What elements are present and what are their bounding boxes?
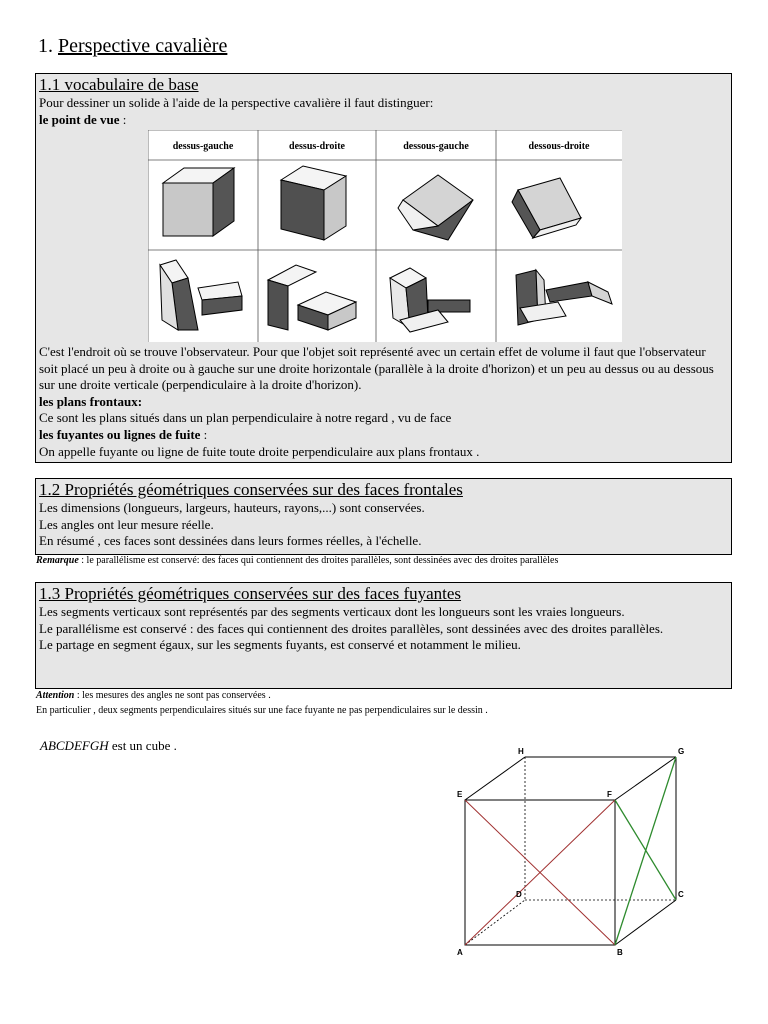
cube-dessous-gauche: [398, 175, 473, 240]
label-D: D: [516, 890, 522, 899]
property-line: Les angles ont leur mesure réelle.: [39, 516, 214, 532]
label-F: F: [607, 790, 612, 799]
views-grid: [148, 130, 622, 342]
section-faces-frontales: [35, 478, 732, 555]
label-H: H: [518, 747, 524, 756]
section-heading: 1.3 Propriétés géométriques conservées sur des faces fuyantes: [39, 584, 462, 603]
edge-FG: [615, 757, 676, 800]
fuyantes-line: [39, 427, 725, 444]
label-G: G: [678, 747, 685, 756]
cube-name: ABCDEFGH: [40, 738, 109, 753]
remarque-text: : le parallélisme est conservé: des faces qui contiennent des droites parallèles, sont dessinées avec des droites parallèles: [78, 555, 559, 566]
fuyantes-text: On appelle fuyante ou ligne de fuite toute droite perpendiculaire aux plans frontaux .: [39, 443, 480, 459]
edge-EH: [465, 757, 525, 800]
title-number: 1.: [38, 35, 53, 57]
view-header-1: dessus-gauche: [172, 141, 234, 152]
property-line: Les segments verticaux sont représentés par des segments verticaux dont les longueurs sont les vraies longueurs.: [39, 604, 625, 619]
shape-dessus-gauche: [160, 260, 242, 330]
edge-BC: [615, 900, 676, 945]
shape-dessus-droite: [268, 265, 356, 330]
attention-label: Attention: [36, 690, 75, 701]
property-line: Le parallélisme est conservé : des faces qui contiennent des droites parallèles, sont dessinées avec des droites parallèles.: [39, 620, 664, 636]
fuyantes-colon: :: [200, 426, 208, 442]
page-title: [38, 34, 227, 58]
point-de-vue-label: le point de vue: [39, 111, 120, 127]
point-de-vue-colon: :: [119, 111, 127, 127]
section-faces-fuyantes: [35, 582, 732, 689]
plans-frontaux-label: les plans frontaux:: [39, 393, 143, 409]
property-line: En résumé , ces faces sont dessinées dans leurs formes réelles, à l'échelle.: [39, 533, 422, 549]
cube-caption: [40, 738, 177, 754]
shape-dessous-droite: [516, 270, 612, 325]
property-line: Les dimensions (longueurs, largeurs, hauteurs, rayons,...) sont conservées.: [39, 500, 425, 515]
fuyantes-label: les fuyantes ou lignes de fuite: [39, 426, 201, 442]
attention-text: : les mesures des angles ne sont pas conservées .: [74, 690, 271, 701]
cube-caption-rest: est un cube .: [108, 738, 177, 753]
cube-dessus-gauche: [163, 168, 234, 236]
point-de-vue-line: [39, 112, 731, 129]
section-heading: 1.2 Propriétés géométriques conservées sur des faces frontales: [39, 480, 463, 499]
cube-dessus-droite: [281, 166, 346, 240]
section-heading: 1.1 vocabulaire de base: [39, 75, 199, 94]
label-A: A: [457, 948, 463, 957]
particulier-note: En particulier , deux segments perpendiculaires situés sur une face fuyante ne pas perpendiculaires sur le dessin .: [36, 705, 488, 716]
edge-AD: [465, 900, 525, 945]
label-C: C: [678, 890, 684, 899]
view-header-3: dessous-gauche: [403, 141, 469, 152]
diagonal-BG: [615, 757, 676, 945]
point-de-vue-text: C'est l'endroit où se trouve l'observateur. Pour que l'objet soit représenté avec un certain effet de volume il faut que l'observateur soit placé un peu à droite ou à gauche sur une droite horizontale (parallèle à la droite d'horizon) et un peu au dessus ou au dessous sur une droite verticale (perpendiculaire à la droite d'horizon).: [39, 344, 714, 393]
definitions: [39, 344, 725, 460]
remarque-label: Remarque: [36, 555, 79, 566]
shape-dessous-gauche: [390, 268, 470, 332]
remarque-note: [36, 555, 558, 567]
attention-note: [36, 690, 271, 702]
property-line: Le partage en segment égaux, sur les segments fuyants, est conservé et notamment le milieu.: [39, 637, 521, 653]
intro-text: Pour dessiner un solide à l'aide de la perspective cavalière il faut distinguer:: [39, 95, 434, 110]
label-B: B: [617, 948, 623, 957]
cube-diagram: [440, 735, 700, 965]
view-header-2: dessus-droite: [289, 141, 345, 152]
title-text: Perspective cavalière: [58, 35, 228, 57]
label-E: E: [457, 790, 463, 799]
view-header-4: dessous-droite: [528, 141, 590, 152]
views-table: [148, 130, 622, 342]
plans-frontaux-text: Ce sont les plans situés dans un plan perpendiculaire à notre regard , vu de face: [39, 410, 452, 426]
cube-dessous-droite: [512, 178, 581, 238]
